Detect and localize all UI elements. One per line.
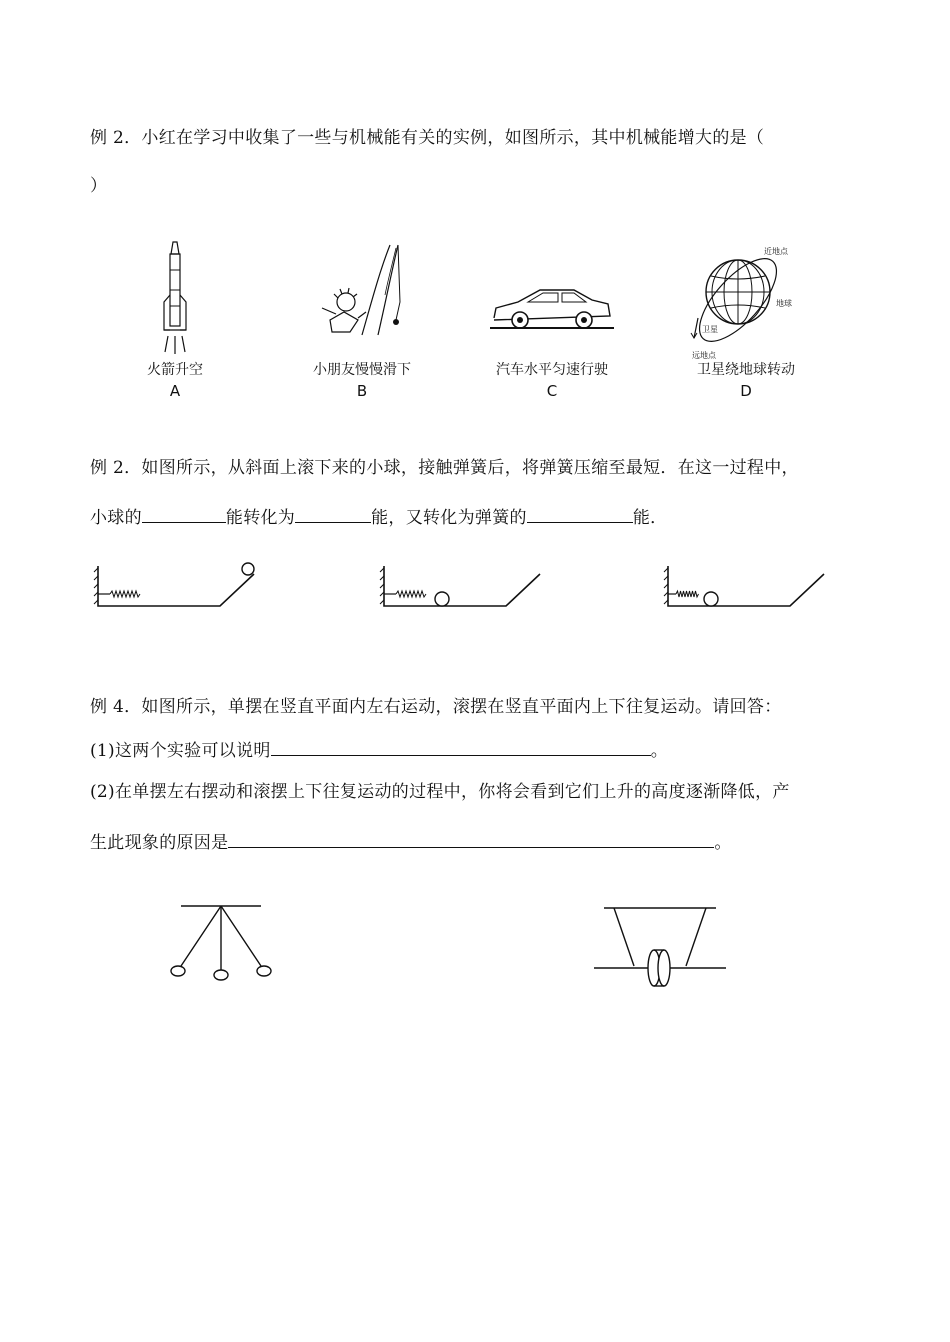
- apogee-label: 远地点: [692, 351, 716, 360]
- q3-sub1-end: 。: [650, 741, 668, 761]
- satellite-figure: [672, 240, 812, 405]
- option-d-caption: 卫星绕地球转动: [697, 362, 795, 378]
- perigee-label: 近地点: [764, 247, 788, 256]
- spring-ball-diagram-3: [662, 562, 842, 612]
- q1-stem: 例 2．小红在学习中收集了一些与机械能有关的实例，如图所示，其中机械能增大的是（: [90, 128, 765, 148]
- rocket-figure: [140, 240, 210, 405]
- q2-text-3: 能，又转化为弹簧的: [371, 508, 527, 528]
- q2-text-2: 能转化为: [225, 508, 296, 528]
- earth-label: 地球: [776, 299, 792, 308]
- q3-sub1: [90, 739, 668, 761]
- car-figure: [488, 240, 618, 405]
- option-a-letter: A: [169, 382, 181, 400]
- option-c-letter: C: [546, 382, 558, 400]
- option-b-caption: 小朋友慢慢滑下: [313, 362, 411, 378]
- option-b-letter: B: [356, 382, 368, 400]
- spring-ball-diagram-1: [92, 562, 272, 612]
- q1-stem-close: ）: [90, 176, 108, 196]
- q2-text-4: 能．: [632, 508, 668, 528]
- q3-sub2-end: 。: [714, 833, 732, 853]
- q3-sub2-line1: (2)在单摆左右摆动和滚摆上下往复运动的过程中，你将会看到它们上升的高度逐渐降低，产: [90, 782, 790, 802]
- q2-blank-1[interactable]: [142, 506, 226, 523]
- q2-blank-2[interactable]: [295, 506, 371, 523]
- q3-blank-1[interactable]: [271, 739, 651, 756]
- option-c-caption: 汽车水平匀速行驶: [496, 362, 608, 378]
- option-a-caption: 火箭升空: [147, 362, 203, 378]
- q3-stem: 例 4．如图所示，单摆在竖直平面内左右运动，滚摆在竖直平面内上下往复运动。请回答：: [90, 697, 782, 717]
- maxwell-wheel-figure: [590, 900, 735, 995]
- q3-sub1-text: (1)这两个实验可以说明: [90, 741, 271, 761]
- spring-ball-diagram-2: [378, 562, 558, 612]
- simple-pendulum-figure: [165, 900, 280, 985]
- option-d-letter: D: [740, 382, 752, 400]
- q2-fill-line: [90, 506, 667, 528]
- q2-stem: 例 2．如图所示，从斜面上滚下来的小球，接触弹簧后，将弹簧压缩至最短．在这一过程中，: [90, 458, 799, 478]
- q3-sub2-line2: [90, 831, 732, 853]
- q2-blank-3[interactable]: [527, 506, 633, 523]
- q3-sub2-text: 生此现象的原因是: [90, 833, 229, 853]
- slide-figure: [300, 240, 430, 405]
- q2-text-1: 小球的: [90, 508, 142, 528]
- satellite-label: 卫星: [702, 325, 718, 334]
- q3-blank-2[interactable]: [228, 831, 714, 848]
